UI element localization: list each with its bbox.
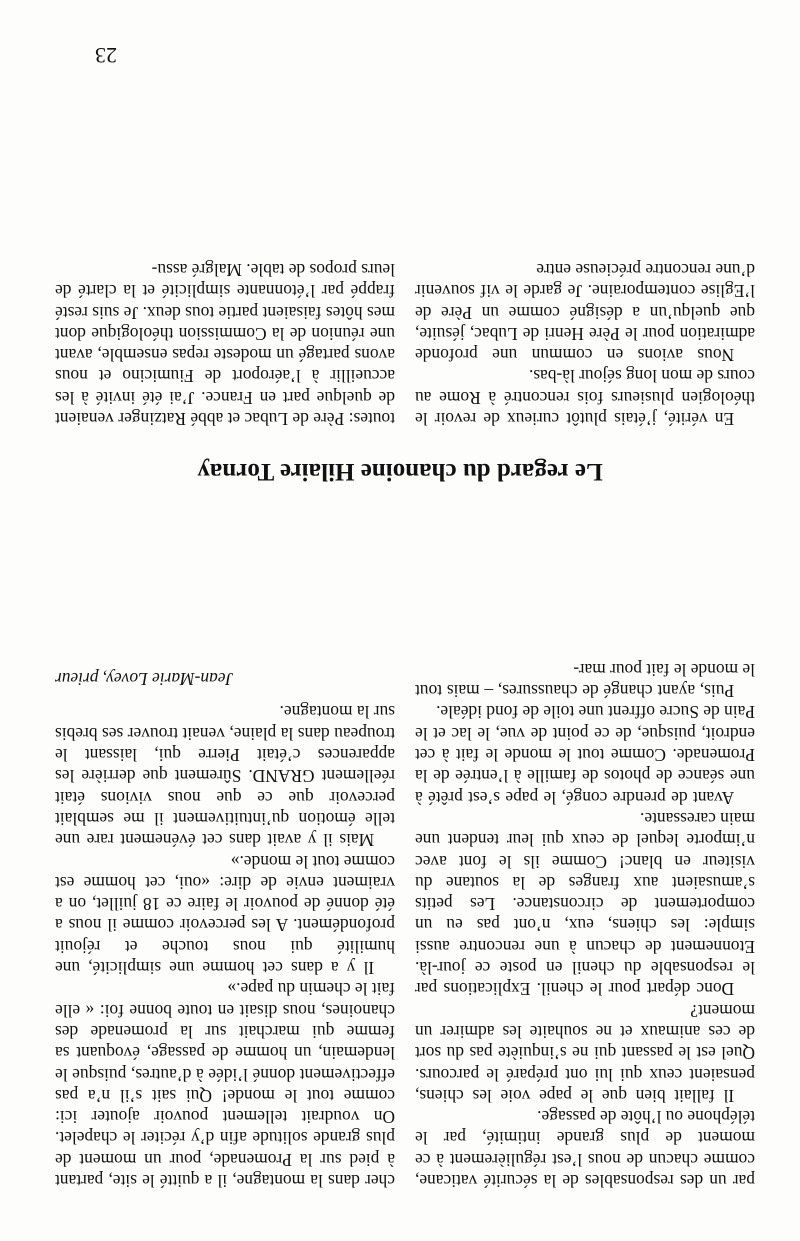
left-column [415,659,755,1191]
paragraph: Mais il y avait dans cet événement rare une telle émotion qu’intuitivement il me semblait percevoir que ce que nous vivions était réellement GRAND. Sûrement que derrière les apparences c’était Pierre qui, laissant le troupeau dans la plaine, venait trouver ses brebis sur la montagne. [55,702,395,851]
paragraph: Avant de prendre congé, le pape s’est prêté à une séance de photos de famille à l’entrée de la Promenade. Comme tout le monde le fait à cet endroit, puisque, de ce point de vue, le lac et le Pain de Sucre offrent une toile de fond idéale. [415,702,755,808]
paragraph: par un des responsables de la sécurité vaticane, comme chacun de nous l’est régulièrement à ce moment de plus grande intimité, par le téléphone ou l’hôte de passage. [415,1107,755,1191]
paragraph: Puis, ayant changé de chaussures, – mais tout le monde le fait pour mar- [415,659,755,702]
article-heading: Le regard du chanoine Hilaire Tornay [197,458,603,485]
paragraph: Donc départ pour le chenil. Explications par le responsable du chenil en poste ce jour-là. Etonnement de chacun à une rencontre aussi simple: les chiens, eux, n’ont pas eu un comportement de circonstance. Les petits s’amusaient aux franges de la soutane du visiteur en blanc! Comme ils le font avec n’importe lequel de ceux qui leur tendent une main caressante. [415,808,755,1000]
paragraph: cher dans la montagne, il a quitté le site, partant à pied sur la Promenade, pour un moment de plus grande solitude afin d’y réciter le chapelet. On voudrait tellement pouvoir ajouter ici: comme tout le monde! Qui sait s’il n’a pas effectivement donné l’idée à d’autres, puisque le lendemain, un homme de passage, évoquant sa femme qui marchait sur la promenade des chanoines, nous disait en toute bonne foi: « elle fait le chemin du pape.» [55,979,395,1191]
paragraph: En vérité, j’étais plutôt curieux de revoir le théologien plusieurs fois rencontré à Rome au cours de mon long séjour là-bas. [415,366,755,429]
article-left-column [415,259,755,429]
author-signature: Jean-Marie Lovey, prieur [55,669,234,690]
right-column [55,668,395,1191]
paragraph: Nous avions en commun une profonde admiration pour le Père Henri de Lubac, jésuite, que quelqu’un a désigné comme un Père de l’Eglise contemporaine. Je garde le vif souvenir d’une rencontre précieuse entre [415,259,755,366]
page-number: 23 [95,43,117,68]
paragraph: toutes: Père de Lubac et abbé Ratzinger venaient de quelque part en France. J’ai été invité à les accueillir à l’aéroport de Fiumicino et nous avons partagé un modeste repas ensemble, avant une réunion de la Commission théologique dont mes hôtes faisaient partie tous deux. Je suis resté frappé par l’étonnante simplicité et la clarté de leurs propos de table. Malgré assu- [55,259,395,429]
article-right-column [55,259,395,429]
paragraph: Il y a dans cet homme une simplicité, une humilité qui nous touche et réjouit profondément. A les percevoir comme il nous a été donné de pouvoir le faire ce 18 juillet, on a vraiment envie de dire: «oui, cet homme est comme tout le monde.» [55,851,395,979]
paragraph: Il fallait bien que le pape voie les chiens, pensaient ceux qui lui ont préparé le parcours. Quel est le passant qui ne s’inquiète pas du sort de ces animaux et ne souhaite les admirer un moment? [415,1000,755,1106]
